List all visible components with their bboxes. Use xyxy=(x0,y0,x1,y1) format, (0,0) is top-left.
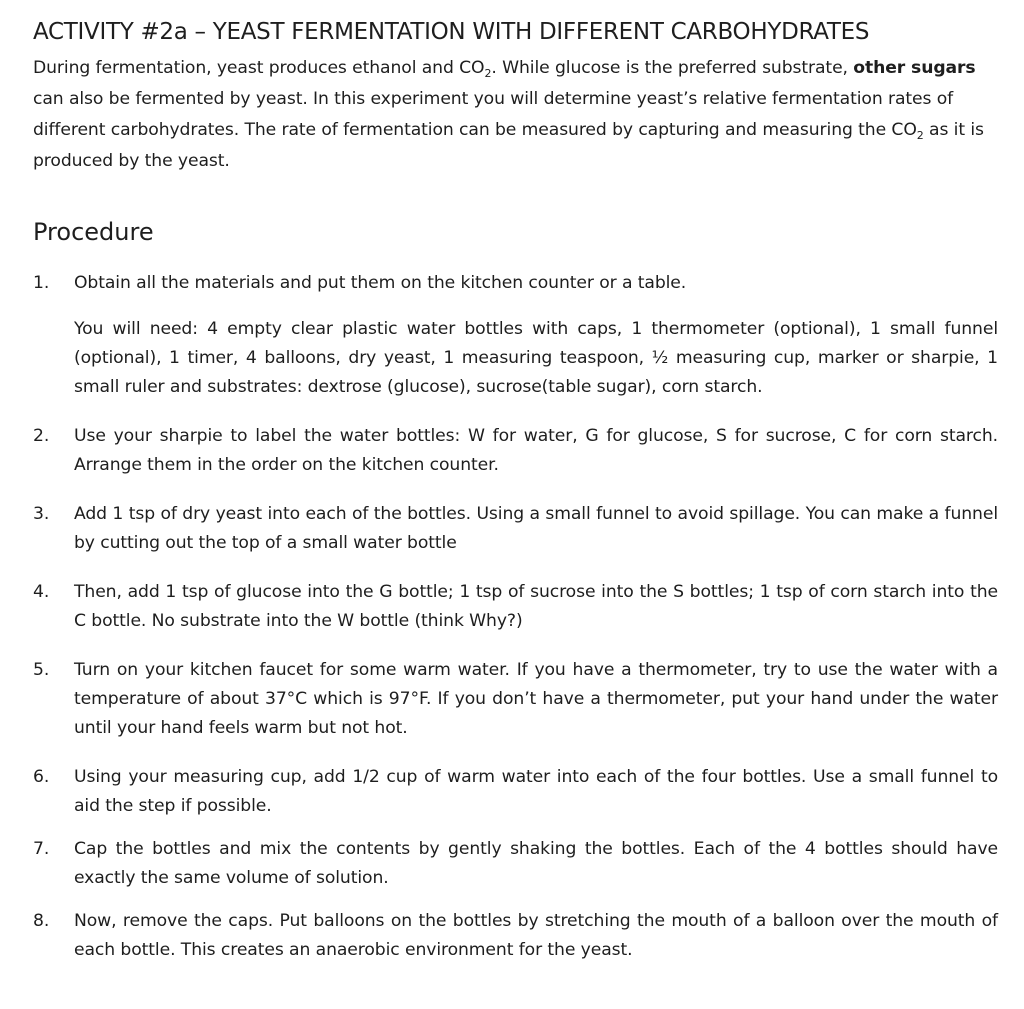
step-number: 7. xyxy=(33,839,50,859)
step-text: Now, remove the caps. Put balloons on the bottles by stretching the mouth of a balloon over the mouth of each bottle. This creates an anaerobic environment for the yeast. xyxy=(74,911,998,960)
procedure-heading: Procedure xyxy=(33,218,154,246)
activity-document xyxy=(33,14,998,965)
intro-paragraph xyxy=(33,53,998,177)
procedure-steps xyxy=(33,269,998,965)
procedure-step xyxy=(33,763,998,821)
intro-text-4: as it is produced by the yeast. xyxy=(33,120,984,171)
step-number: 8. xyxy=(33,911,50,931)
step-text: Use your sharpie to label the water bottles: W for water, G for glucose, S for sucrose, C for corn starch. Arrange them in the order on the kitchen counter. xyxy=(74,426,998,475)
co2-subscript: 2 xyxy=(484,67,492,80)
step-text: Using your measuring cup, add 1/2 cup of warm water into each of the four bottles. Use a small funnel to aid the step if possible. xyxy=(74,767,998,816)
intro-text-1: During fermentation, yeast produces ethanol and CO xyxy=(33,58,485,78)
materials-list: You will need: 4 empty clear plastic water bottles with caps, 1 thermometer (optional), 1 small funnel (optional), 1 timer, 4 balloons, dry yeast, 1 measuring teaspoon, ½ measuring cup, marker or sharpie, 1 small ruler and substrates: dextrose (glucose), sucrose(table sugar), corn starch. xyxy=(74,319,998,397)
step-text: Turn on your kitchen faucet for some warm water. If you have a thermometer, try to use the water with a temperature of about 37°C which is 97°F. If you don’t have a thermometer, put your hand under the water until your hand feels warm but not hot. xyxy=(74,660,998,738)
step-number: 4. xyxy=(33,582,50,602)
intro-text-2: . While glucose is the preferred substrate, xyxy=(491,58,854,78)
procedure-step xyxy=(33,578,998,636)
procedure-step xyxy=(33,500,998,558)
intro-bold-text: other sugars xyxy=(853,58,976,78)
step-number: 6. xyxy=(33,767,50,787)
activity-title: ACTIVITY #2a – YEAST FERMENTATION WITH DIFFERENT CARBOHYDRATES xyxy=(33,19,870,45)
procedure-step xyxy=(33,269,998,402)
procedure-step xyxy=(33,835,998,893)
procedure-step xyxy=(33,907,998,965)
step-number: 1. xyxy=(33,273,50,293)
co2-subscript: 2 xyxy=(916,129,924,142)
step-text: Obtain all the materials and put them on the kitchen counter or a table. xyxy=(74,273,687,293)
step-text: Cap the bottles and mix the contents by gently shaking the bottles. Each of the 4 bottles should have exactly the same volume of solution. xyxy=(74,839,998,888)
step-text: Then, add 1 tsp of glucose into the G bottle; 1 tsp of sucrose into the S bottles; 1 tsp of corn starch into the C bottle. No substrate into the W bottle (think Why?) xyxy=(74,582,998,631)
procedure-step xyxy=(33,422,998,480)
intro-text-3: can also be fermented by yeast. In this experiment you will determine yeast’s relative fermentation rates of different carbohydrates. The rate of fermentation can be measured by capturing and measuring the CO xyxy=(33,89,954,140)
procedure-step xyxy=(33,656,998,743)
step-number: 5. xyxy=(33,660,50,680)
step-number: 3. xyxy=(33,504,50,524)
step-text: Add 1 tsp of dry yeast into each of the bottles. Using a small funnel to avoid spillage. You can make a funnel by cutting out the top of a small water bottle xyxy=(74,504,998,553)
step-number: 2. xyxy=(33,426,50,446)
